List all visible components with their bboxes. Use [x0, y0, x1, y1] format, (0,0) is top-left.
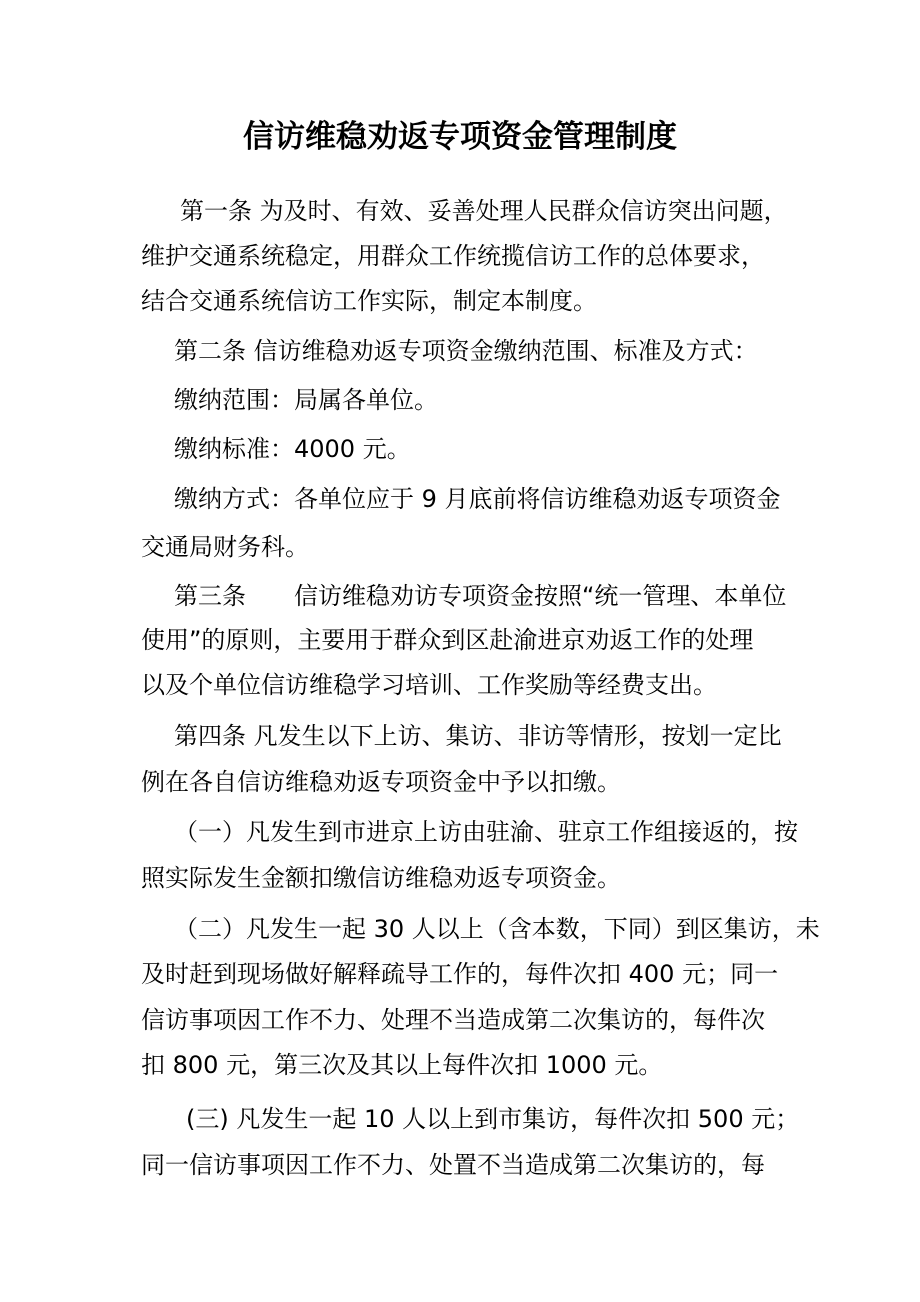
text-line: 第二条 信访维稳劝返专项资金缴纳范围、标准及方式： [174, 337, 758, 365]
text-line: 交通局财务科。 [141, 533, 309, 561]
text-line: （二）凡发生一起 30 人以上（含本数，下同）到区集访，未 [174, 915, 820, 943]
text-line: 使用”的原则，主要用于群众到区赴渝进京劝返工作的处理 [141, 626, 754, 654]
text-line: 第一条 为及时、有效、妥善处理人民群众信访突出问题， [180, 197, 788, 225]
text-line: 第三条 信访维稳劝访专项资金按照“统一管理、本单位 [174, 582, 787, 610]
text-line: 第四条 凡发生以下上访、集访、非访等情形，按划一定比 [174, 722, 782, 750]
text-line: 及时赶到现场做好解释疏导工作的，每件次扣 400 元；同一 [141, 960, 779, 988]
text-line: 缴纳方式：各单位应于 9 月底前将信访维稳劝返专项资金 [174, 485, 781, 513]
document-title: 信访维稳劝返专项资金管理制度 [243, 119, 677, 155]
text-line: 同一信访事项因工作不力、处置不当造成第二次集访的，每 [141, 1151, 765, 1179]
text-line: 照实际发生金额扣缴信访维稳劝返专项资金。 [141, 864, 621, 892]
text-line: 缴纳标准：4000 元。 [174, 435, 411, 463]
text-line: （一）凡发生到市进京上访由驻渝、驻京工作组接返的，按 [174, 818, 798, 846]
text-line: 缴纳范围：局属各单位。 [174, 386, 438, 414]
text-line: 以及个单位信访维稳学习培训、工作奖励等经费支出。 [141, 671, 717, 699]
text-line: 例在各自信访维稳劝返专项资金中予以扣缴。 [141, 768, 621, 796]
text-line: 结合交通系统信访工作实际，制定本制度。 [141, 287, 597, 315]
text-line: 维护交通系统稳定，用群众工作统揽信访工作的总体要求， [141, 242, 765, 270]
text-line: 信访事项因工作不力、处理不当造成第二次集访的，每件次 [141, 1006, 765, 1034]
text-line: (三) 凡发生一起 10 人以上到市集访，每件次扣 500 元； [186, 1105, 800, 1133]
text-line: 扣 800 元，第三次及其以上每件次扣 1000 元。 [141, 1051, 663, 1079]
